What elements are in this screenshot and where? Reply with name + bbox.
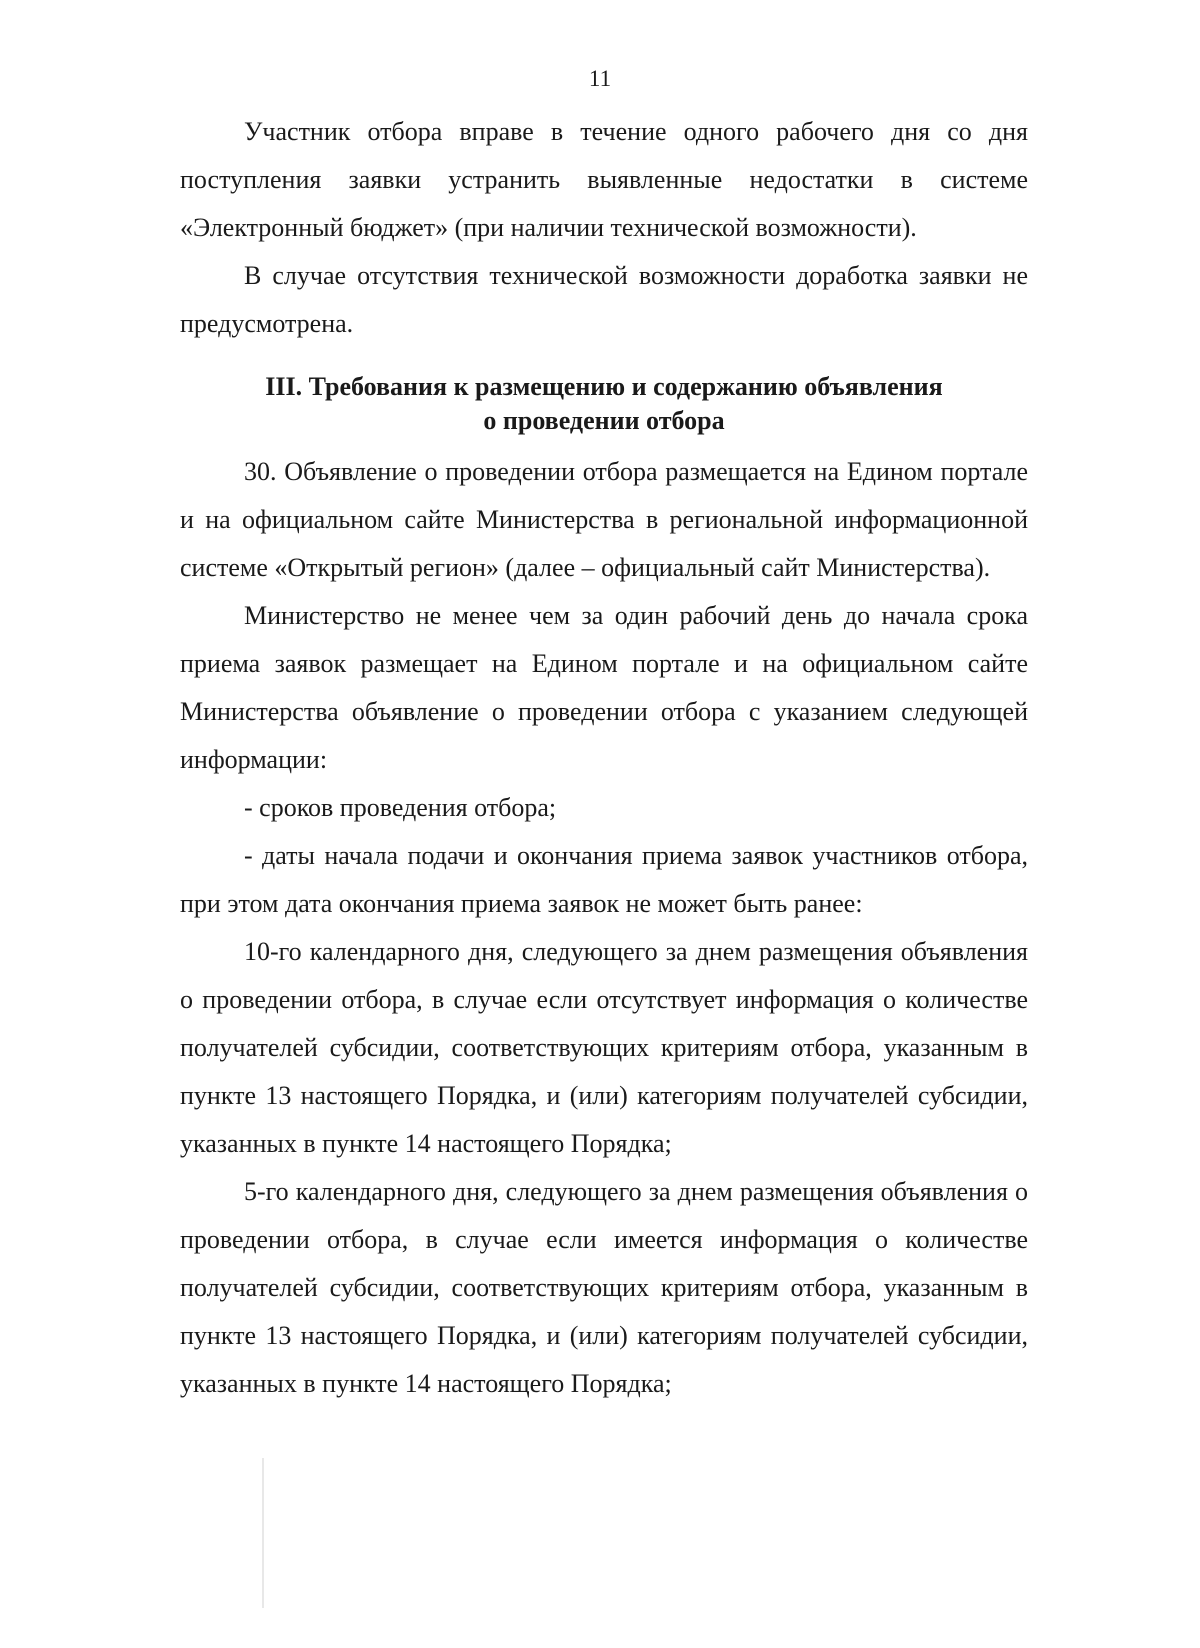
list-item-5th-day: 5-го календарного дня, следующего за днем размещения объявления о проведении отбора, в случае если имеется информация о количестве получателей субсидии, соответствующих критериям отбора, указанным в пункте 13 настоящего Порядка, и (или) категориям получателей субсидии, указанных в пункте 14 настоящего Порядка; — [180, 1177, 1028, 1398]
main-block — [180, 448, 1028, 1408]
list-item-terms: - сроков проведения отбора; — [244, 793, 557, 822]
section-heading — [180, 370, 1028, 438]
paragraph-no-technical-possibility: В случае отсутствия технической возможности доработка заявки не предусмотрена. — [180, 261, 1028, 338]
page-number: 11 — [588, 66, 612, 91]
paragraph-30: 30. Объявление о проведении отбора размещается на Едином портале и на официальном сайте Министерства в региональной информационной системе «Открытый регион» (далее – официальный сайт Министерства). — [180, 457, 1028, 582]
scan-artifact — [262, 1458, 264, 1608]
section-heading-line-1: III. Требования к размещению и содержанию объявления — [265, 372, 943, 401]
section-heading-line-2: о проведении отбора — [483, 406, 725, 435]
paragraph-application-correction: Участник отбора вправе в течение одного рабочего дня со дня поступления заявки устранить выявленные недостатки в системе «Электронный бюджет» (при наличии технической возможности). — [180, 117, 1028, 242]
paragraph-ministry-announcement: Министерство не менее чем за один рабочий день до начала срока приема заявок размещает на Едином портале и на официальном сайте Министерства объявление о проведении отбора с указанием следующей информации: — [180, 601, 1028, 774]
list-item-dates: - даты начала подачи и окончания приема заявок участников отбора, при этом дата окончания приема заявок не может быть ранее: — [180, 841, 1028, 918]
list-item-10th-day: 10-го календарного дня, следующего за днем размещения объявления о проведении отбора, в случае если отсутствует информация о количестве получателей субсидии, соответствующих критериям отбора, указанным в пункте 13 настоящего Порядка, и (или) категориям получателей субсидии, указанных в пункте 14 настоящего Порядка; — [180, 937, 1028, 1158]
intro-block — [180, 108, 1028, 348]
